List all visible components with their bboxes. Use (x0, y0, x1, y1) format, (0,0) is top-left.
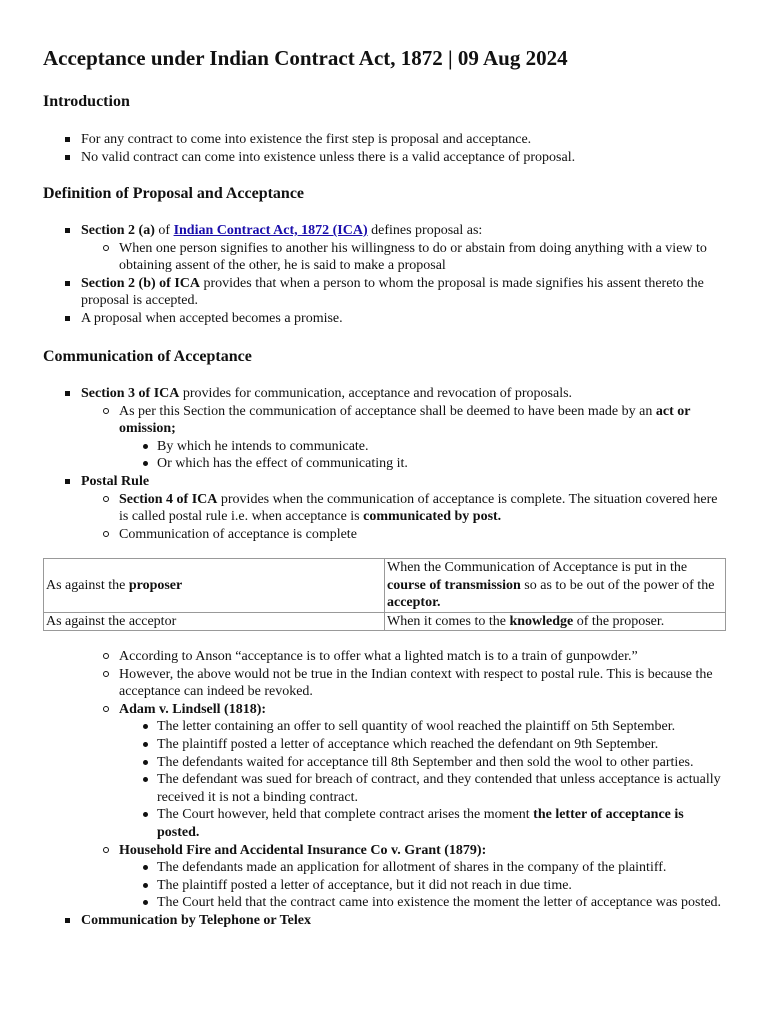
case-household-fire: Household Fire and Accidental Insurance Co v. Grant (1879): (119, 842, 487, 858)
section-2b-label: Section 2 (b) of ICA (81, 275, 200, 291)
text: of the proposer. (573, 613, 665, 629)
definition-section (43, 184, 728, 328)
list-item: The defendant was sued for breach of contract, and they contended that unless acceptance is actually received it is not a binding contract. (119, 771, 728, 806)
list-item (119, 806, 728, 841)
telephone-telex-label: Communication by Telephone or Telex (81, 912, 312, 928)
list-item: When one person signifies to another his willingness to do or abstain from doing anything with a view to obtaining assent of the other, he is said to make a proposal (81, 240, 728, 275)
list-item: Or which has the effect of communicating it. (119, 455, 728, 473)
list-item (81, 491, 728, 526)
sublist (81, 648, 728, 912)
text: provides when the communication of acceptance is complete. The situation covered here is called postal rule i.e. when acceptance is (119, 491, 718, 525)
definition-list (43, 222, 728, 328)
list-item: A proposal when accepted becomes a promise. (43, 310, 728, 328)
introduction-section (43, 92, 728, 166)
text: When the Communication of Acceptance is put in the (387, 560, 688, 575)
bold-text: course of transmission (387, 577, 521, 593)
text: When it comes to the (387, 613, 510, 629)
text: provides that when a person to whom the proposal is made signifies his assent thereto the proposal is accepted. (81, 275, 704, 309)
text: provides for communication, acceptance and revocation of proposals. (179, 386, 573, 401)
table-cell (44, 559, 385, 613)
bold-text: knowledge (509, 613, 574, 629)
acceptance-table (43, 558, 726, 631)
list-item: According to Anson “acceptance is to offer what a lighted match is to a train of gunpowder.” (81, 648, 728, 666)
page-title: Acceptance under Indian Contract Act, 1872 | 09 Aug 2024 (43, 46, 568, 70)
list-item: For any contract to come into existence the first step is proposal and acceptance. (43, 131, 728, 149)
bold-text: act or omission; (119, 403, 691, 437)
list-container (43, 648, 728, 912)
list-item: The defendants waited for acceptance till 8th September and then sold the wool to other parties. (119, 754, 728, 772)
text: of (154, 223, 174, 238)
list-item: Communication of acceptance is complete (81, 526, 728, 544)
list-item (43, 912, 728, 930)
list-item (81, 842, 728, 912)
ica-link[interactable]: Indian Contract Act, 1872 (ICA) (173, 223, 368, 238)
sublist (119, 718, 728, 841)
communication-list (43, 385, 728, 543)
text: The Court however, held that complete contract arises the moment (157, 807, 534, 823)
bold-text: proposer (128, 577, 183, 593)
list-item (43, 473, 728, 543)
case-adams-lindsell: Adam v. Lindsell (1818): (119, 701, 267, 717)
list-item: The defendants made an application for allotment of shares in the company of the plaintiff. (119, 859, 728, 877)
outer-list (43, 648, 728, 930)
text: As per this Section the communication of acceptance shall be deemed to have been made by an (119, 403, 656, 419)
sublist (81, 240, 728, 275)
acceptance-table-wrap (43, 558, 728, 631)
section-4-label: Section 4 of ICA (119, 491, 218, 507)
list-item: The plaintiff posted a letter of acceptance which reached the defendant on 9th September. (119, 736, 728, 754)
text: so as to be out of the power of the (520, 577, 715, 593)
sublist (119, 438, 728, 473)
communication-heading: Communication of Acceptance (43, 348, 252, 365)
communication-section (43, 347, 728, 543)
list-item: No valid contract can come into existence unless there is a valid acceptance of proposal. (43, 149, 728, 167)
section-3-label: Section 3 of ICA (81, 386, 180, 401)
sublist (119, 859, 728, 912)
bold-text: the letter of acceptance is posted. (157, 807, 684, 840)
list-item (43, 222, 728, 275)
table-cell (385, 612, 726, 631)
sublist (81, 491, 728, 544)
section-2a-label: Section 2 (a) (81, 223, 155, 238)
sublist (81, 403, 728, 473)
postal-rule-label: Postal Rule (81, 473, 150, 489)
list-item: The Court held that the contract came into existence the moment the letter of acceptance was posted. (119, 894, 728, 912)
table-row (44, 612, 726, 631)
list-item (81, 403, 728, 473)
list-item (43, 275, 728, 310)
definition-heading: Definition of Proposal and Acceptance (43, 185, 305, 202)
bold-text: acceptor. (387, 595, 441, 611)
list-item (81, 701, 728, 842)
text: As against the (46, 577, 129, 593)
list-item (43, 385, 728, 473)
list-item: However, the above would not be true in the Indian context with respect to postal rule. This is because the acceptance can indeed be revoked. (81, 666, 728, 701)
list-item: The plaintiff posted a letter of acceptance, but it did not reach in due time. (119, 877, 728, 895)
table-cell: As against the acceptor (44, 612, 385, 631)
bold-text: communicated by post. (363, 509, 502, 525)
table-cell (385, 559, 726, 613)
postal-rule-details (43, 648, 728, 930)
text: defines proposal as: (367, 223, 483, 238)
list-item: The letter containing an offer to sell quantity of wool reached the plaintiff on 5th September. (119, 718, 728, 736)
introduction-heading: Introduction (43, 93, 130, 110)
list-item: By which he intends to communicate. (119, 438, 728, 456)
table-row (44, 559, 726, 613)
introduction-list (43, 131, 728, 166)
